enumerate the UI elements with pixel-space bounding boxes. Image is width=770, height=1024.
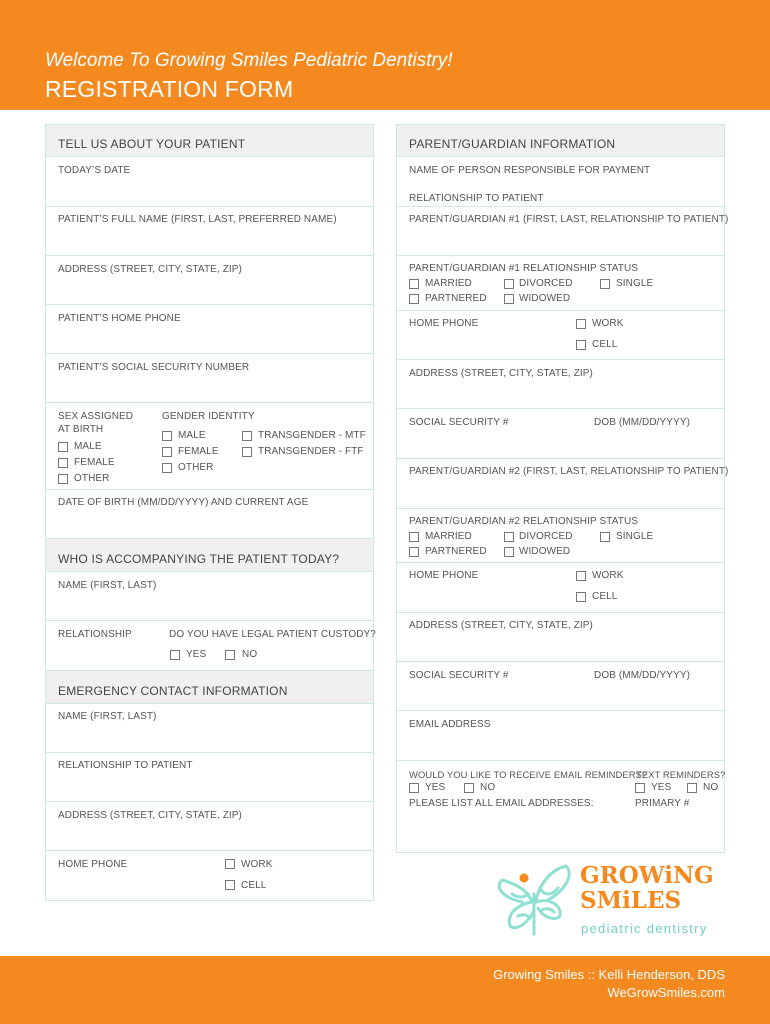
logo-text-line1: GROWiNG [580, 862, 714, 889]
option-label: FEMALE [74, 457, 115, 468]
g1-work-checkbox[interactable] [576, 319, 586, 329]
field-label: HOME PHONE [58, 859, 128, 870]
option-label: CELL [241, 880, 267, 891]
guardian2-phone-field [397, 563, 724, 613]
field-label: PATIENT’S SOCIAL SECURITY NUMBER [58, 362, 250, 373]
g2-married-checkbox[interactable] [409, 532, 419, 542]
g1-widowed-checkbox[interactable] [504, 294, 514, 304]
field-label: DOB (MM/DD/YYYY) [594, 417, 691, 428]
text-reminder-question: TEXT REMINDERS? [636, 769, 726, 780]
option-label: NO [242, 649, 258, 660]
guardian2-status-field [397, 509, 724, 563]
gender-male-checkbox[interactable] [162, 431, 172, 441]
field-label: PARENT/GUARDIAN #1 RELATIONSHIP STATUS [409, 263, 639, 274]
field-label: EMAIL ADDRESS [409, 719, 491, 730]
sex-label-line2: AT BIRTH [58, 424, 104, 435]
g1-partnered-checkbox[interactable] [409, 294, 419, 304]
g2-divorced-checkbox[interactable] [504, 532, 514, 542]
growing-smiles-logo [488, 858, 728, 942]
g2-work-checkbox[interactable] [576, 571, 586, 581]
relationship-label: RELATIONSHIP [58, 629, 132, 640]
sex-other-checkbox[interactable] [58, 474, 68, 484]
logo-text-line3: pediatric dentistry [581, 921, 708, 936]
g2-widowed-checkbox[interactable] [504, 547, 514, 557]
guardian2-name-field[interactable] [397, 459, 729, 509]
field-label: ADDRESS (STREET, CITY, STATE, ZIP) [409, 368, 593, 379]
email-no-checkbox[interactable] [464, 783, 474, 793]
option-label: DIVORCED [519, 278, 573, 289]
field-label: PARENT/GUARDIAN #2 RELATIONSHIP STATUS [409, 516, 639, 527]
field-label: PARENT/GUARDIAN #2 (FIRST, LAST, RELATIONSHIP TO PATIENT) [409, 466, 729, 477]
gender-mtf-checkbox[interactable] [242, 431, 252, 441]
guardian2-address-field[interactable] [397, 613, 724, 662]
email-address-field[interactable] [397, 711, 724, 761]
sex-female-checkbox[interactable] [58, 458, 68, 468]
accompany-section-header [46, 539, 373, 572]
guardian1-status-field [397, 256, 724, 311]
footer-banner [0, 956, 770, 1024]
sex-male-checkbox[interactable] [58, 442, 68, 452]
logo-text-line2: SMiLES [580, 887, 682, 914]
custody-question: DO YOU HAVE LEGAL PATIENT CUSTODY? [169, 629, 376, 640]
field-label: SOCIAL SECURITY # [409, 670, 509, 681]
option-label: WORK [241, 859, 273, 870]
guardian1-address-field[interactable] [397, 360, 724, 409]
butterfly-icon [488, 858, 574, 942]
field-label: DATE OF BIRTH (MM/DD/YYYY) AND CURRENT AGE [58, 497, 309, 508]
gender-ftf-checkbox[interactable] [242, 447, 252, 457]
option-label: FEMALE [178, 446, 219, 457]
guardian1-name-field[interactable] [397, 207, 729, 256]
gender-other-checkbox[interactable] [162, 463, 172, 473]
guardian-column [396, 124, 729, 853]
accompany-name-field[interactable] [46, 572, 373, 621]
patient-address-field[interactable] [46, 256, 373, 305]
email-yes-checkbox[interactable] [409, 783, 419, 793]
g1-married-checkbox[interactable] [409, 279, 419, 289]
field-label: NAME OF PERSON RESPONSIBLE FOR PAYMENT [409, 165, 651, 176]
emergency-cell-checkbox[interactable] [225, 880, 235, 890]
option-label: MARRIED [425, 278, 472, 289]
reminders-field [397, 761, 724, 854]
patient-ssn-field[interactable] [46, 354, 373, 403]
g2-cell-checkbox[interactable] [576, 592, 586, 602]
custody-yes-checkbox[interactable] [170, 650, 180, 660]
option-label: PARTNERED [425, 293, 487, 304]
option-label: NO [480, 782, 496, 793]
option-label: TRANSGENDER - FTF [258, 446, 364, 457]
sex-label-line1: SEX ASSIGNED [58, 411, 134, 422]
emergency-relationship-field[interactable] [46, 753, 373, 802]
header-banner [0, 0, 770, 110]
gender-female-checkbox[interactable] [162, 447, 172, 457]
option-label: OTHER [74, 473, 110, 484]
payment-responsible-field[interactable] [397, 157, 724, 207]
field-label: RELATIONSHIP TO PATIENT [58, 760, 193, 771]
g2-partnered-checkbox[interactable] [409, 547, 419, 557]
patient-section-header [46, 125, 373, 157]
todays-date-field[interactable] [46, 157, 373, 207]
option-label: MARRIED [425, 531, 472, 542]
option-label: SINGLE [616, 278, 654, 289]
option-label: YES [651, 782, 672, 793]
section-heading: TELL US ABOUT YOUR PATIENT [58, 137, 246, 151]
guardian-section-header [397, 125, 724, 157]
option-label: YES [425, 782, 446, 793]
guardian1-phone-field [397, 311, 724, 360]
option-label: TRANSGENDER - MTF [258, 430, 366, 441]
emergency-name-field[interactable] [46, 704, 373, 753]
field-label: NAME (FIRST, LAST) [58, 580, 157, 591]
gender-identity-label: GENDER IDENTITY [162, 411, 255, 422]
g1-single-checkbox[interactable] [600, 279, 610, 289]
field-label: ADDRESS (STREET, CITY, STATE, ZIP) [58, 810, 242, 821]
option-label: CELL [592, 591, 618, 602]
section-heading: PARENT/GUARDIAN INFORMATION [409, 137, 616, 151]
option-label: WIDOWED [519, 293, 571, 304]
field-label: ADDRESS (STREET, CITY, STATE, ZIP) [58, 264, 242, 275]
field-label: ADDRESS (STREET, CITY, STATE, ZIP) [409, 620, 593, 631]
option-label: DIVORCED [519, 531, 573, 542]
option-label: SINGLE [616, 531, 654, 542]
option-label: WORK [592, 570, 624, 581]
option-label: WIDOWED [519, 546, 571, 557]
email-reminder-question: WOULD YOU LIKE TO RECEIVE EMAIL REMINDERS? [409, 769, 648, 780]
option-label: CELL [592, 339, 618, 350]
dob-age-field[interactable] [46, 490, 373, 539]
patient-home-phone-field[interactable] [46, 305, 373, 354]
field-label: HOME PHONE [409, 318, 479, 329]
guardian2-ssn-dob-field[interactable] [397, 662, 724, 711]
field-label: NAME (FIRST, LAST) [58, 711, 157, 722]
text-yes-checkbox[interactable] [635, 783, 645, 793]
relationship-custody-field [46, 621, 376, 671]
page-title: REGISTRATION FORM [45, 76, 294, 102]
g2-single-checkbox[interactable] [600, 532, 610, 542]
g1-cell-checkbox[interactable] [576, 340, 586, 350]
option-label: YES [186, 649, 207, 660]
custody-no-checkbox[interactable] [225, 650, 235, 660]
option-label: OTHER [178, 462, 214, 473]
footer-website-link[interactable]: WeGrowSmiles.com [607, 985, 725, 1000]
section-heading: WHO IS ACCOMPANYING THE PATIENT TODAY? [58, 552, 340, 566]
option-label: MALE [74, 441, 102, 452]
field-label: DOB (MM/DD/YYYY) [594, 670, 691, 681]
patient-full-name-field[interactable] [46, 207, 373, 256]
emergency-section-header [46, 671, 373, 704]
guardian1-ssn-dob-field[interactable] [397, 409, 724, 459]
field-label: TODAY’S DATE [58, 165, 131, 176]
field-label: PATIENT’S FULL NAME (FIRST, LAST, PREFERRED NAME) [58, 214, 337, 225]
emergency-work-checkbox[interactable] [225, 859, 235, 869]
option-label: NO [703, 782, 719, 793]
footer-practice-name: Growing Smiles :: Kelli Henderson, DDS [493, 967, 725, 982]
primary-label: PRIMARY # [635, 798, 690, 809]
field-label: RELATIONSHIP TO PATIENT [409, 193, 544, 204]
patient-column [45, 124, 374, 901]
list-emails-label: PLEASE LIST ALL EMAIL ADDRESSES: [409, 798, 594, 809]
text-no-checkbox[interactable] [687, 783, 697, 793]
option-label: PARTNERED [425, 546, 487, 557]
sex-gender-section [46, 403, 373, 490]
field-label: PATIENT’S HOME PHONE [58, 313, 181, 324]
field-label: HOME PHONE [409, 570, 479, 581]
emergency-address-field[interactable] [46, 802, 373, 851]
g1-divorced-checkbox[interactable] [504, 279, 514, 289]
option-label: MALE [178, 430, 206, 441]
emergency-phone-field [46, 851, 373, 902]
option-label: WORK [592, 318, 624, 329]
field-label: SOCIAL SECURITY # [409, 417, 509, 428]
section-heading: EMERGENCY CONTACT INFORMATION [58, 684, 288, 698]
welcome-text: Welcome To Growing Smiles Pediatric Dentistry! [45, 50, 453, 71]
field-label: PARENT/GUARDIAN #1 (FIRST, LAST, RELATIONSHIP TO PATIENT) [409, 214, 729, 225]
